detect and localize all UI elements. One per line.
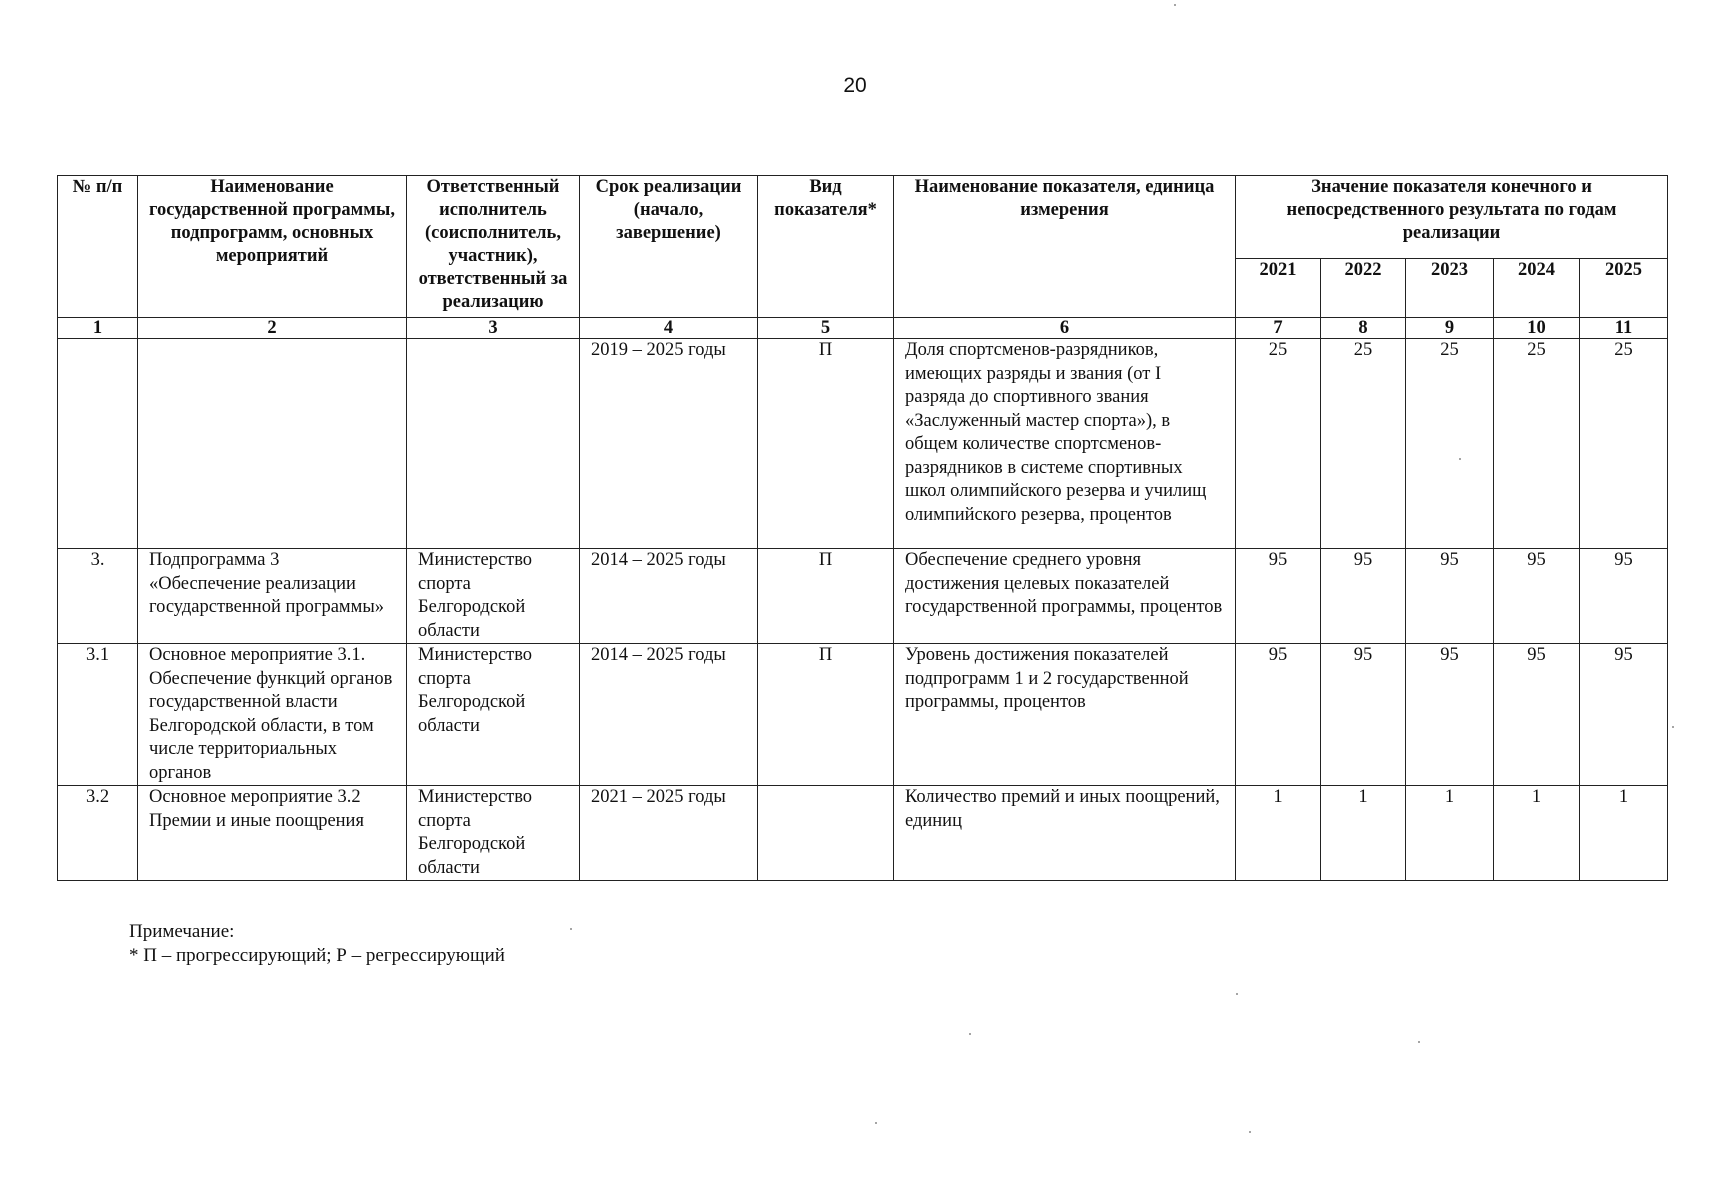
indicator-name: Количество премий и иных поощрений, единиц [894, 786, 1236, 881]
indicator-name: Обеспечение среднего уровня достижения целевых показателей государственной программы, процентов [894, 549, 1236, 644]
header-values-group: Значение показателя конечного и непосредственного результата по годам реализации [1236, 176, 1668, 259]
scan-speck [875, 1122, 877, 1124]
column-number: 2 [138, 318, 407, 339]
header-executor: Ответственный исполнитель (соисполнитель, участник), ответственный за реализацию [407, 176, 580, 318]
footnote-title: Примечание: [129, 921, 235, 942]
value-2022: 95 [1321, 549, 1406, 644]
header-term: Срок реализации (начало, завершение) [580, 176, 758, 318]
indicator-type: П [758, 644, 894, 786]
value-2023: 95 [1406, 549, 1494, 644]
table-row [58, 786, 1668, 881]
indicators-table [57, 175, 1668, 881]
scan-speck [1459, 458, 1461, 460]
column-number: 9 [1406, 318, 1494, 339]
header-year: 2023 [1406, 259, 1494, 318]
program-name: Основное мероприятие 3.2 Премии и иные поощрения [138, 786, 407, 881]
term: 2014 – 2025 годы [580, 549, 758, 644]
header-year: 2022 [1321, 259, 1406, 318]
column-number: 4 [580, 318, 758, 339]
table-row [58, 339, 1668, 549]
program-name [138, 339, 407, 549]
column-number: 1 [58, 318, 138, 339]
executor: Министерство спорта Белгородской области [407, 549, 580, 644]
term: 2014 – 2025 годы [580, 644, 758, 786]
indicator-name: Доля спортсменов-разрядников, имеющих разряды и звания (от I разряда до спортивного звания «Заслуженный мастер спорта»), в общем количестве спортсменов-разрядников в системе спортивных школ олимпийского резерва и училищ олимпийского резерва, процентов [894, 339, 1236, 549]
indicator-type: П [758, 339, 894, 549]
scan-speck [570, 928, 572, 930]
column-number: 6 [894, 318, 1236, 339]
page-number: 20 [843, 74, 867, 97]
program-name: Основное мероприятие 3.1. Обеспечение функций органов государственной власти Белгородской области, в том числе территориальных органов [138, 644, 407, 786]
scan-speck [1249, 1131, 1251, 1133]
term: 2019 – 2025 годы [580, 339, 758, 549]
header-indicator-name: Наименование показателя, единица измерения [894, 176, 1236, 318]
row-number: 3. [58, 549, 138, 644]
table-row [58, 644, 1668, 786]
value-2022: 25 [1321, 339, 1406, 549]
value-2023: 1 [1406, 786, 1494, 881]
footnote-text: * П – прогрессирующий; Р – регрессирующий [129, 945, 505, 966]
row-number: 3.2 [58, 786, 138, 881]
value-2022: 95 [1321, 644, 1406, 786]
indicator-type: П [758, 549, 894, 644]
program-name: Подпрограмма 3 «Обеспечение реализации государственной программы» [138, 549, 407, 644]
executor [407, 339, 580, 549]
term: 2021 – 2025 годы [580, 786, 758, 881]
column-number: 5 [758, 318, 894, 339]
value-2024: 95 [1494, 549, 1580, 644]
value-2022: 1 [1321, 786, 1406, 881]
table-row [58, 549, 1668, 644]
value-2025: 95 [1580, 549, 1668, 644]
value-2024: 25 [1494, 339, 1580, 549]
row-number [58, 339, 138, 549]
value-2024: 95 [1494, 644, 1580, 786]
scan-speck [1236, 993, 1238, 995]
executor: Министерство спорта Белгородской области [407, 644, 580, 786]
value-2025: 25 [1580, 339, 1668, 549]
column-number: 11 [1580, 318, 1668, 339]
header-number: № п/п [58, 176, 138, 318]
value-2023: 95 [1406, 644, 1494, 786]
footnote [129, 920, 505, 968]
value-2021: 95 [1236, 644, 1321, 786]
indicator-type [758, 786, 894, 881]
scan-speck [1672, 726, 1674, 728]
value-2023: 25 [1406, 339, 1494, 549]
value-2021: 1 [1236, 786, 1321, 881]
header-program-name: Наименование государственной программы, подпрограмм, основных мероприятий [138, 176, 407, 318]
value-2025: 1 [1580, 786, 1668, 881]
header-year: 2024 [1494, 259, 1580, 318]
value-2025: 95 [1580, 644, 1668, 786]
column-number: 7 [1236, 318, 1321, 339]
header-year: 2025 [1580, 259, 1668, 318]
value-2024: 1 [1494, 786, 1580, 881]
scan-speck [1174, 4, 1176, 6]
column-number: 8 [1321, 318, 1406, 339]
value-2021: 25 [1236, 339, 1321, 549]
indicator-name: Уровень достижения показателей подпрограмм 1 и 2 государственной программы, процентов [894, 644, 1236, 786]
scan-speck [1418, 1041, 1420, 1043]
column-number: 3 [407, 318, 580, 339]
row-number: 3.1 [58, 644, 138, 786]
header-year: 2021 [1236, 259, 1321, 318]
executor: Министерство спорта Белгородской области [407, 786, 580, 881]
scan-speck [969, 1033, 971, 1035]
column-number: 10 [1494, 318, 1580, 339]
column-number-row [58, 318, 1668, 339]
header-indicator-type: Вид показателя* [758, 176, 894, 318]
value-2021: 95 [1236, 549, 1321, 644]
